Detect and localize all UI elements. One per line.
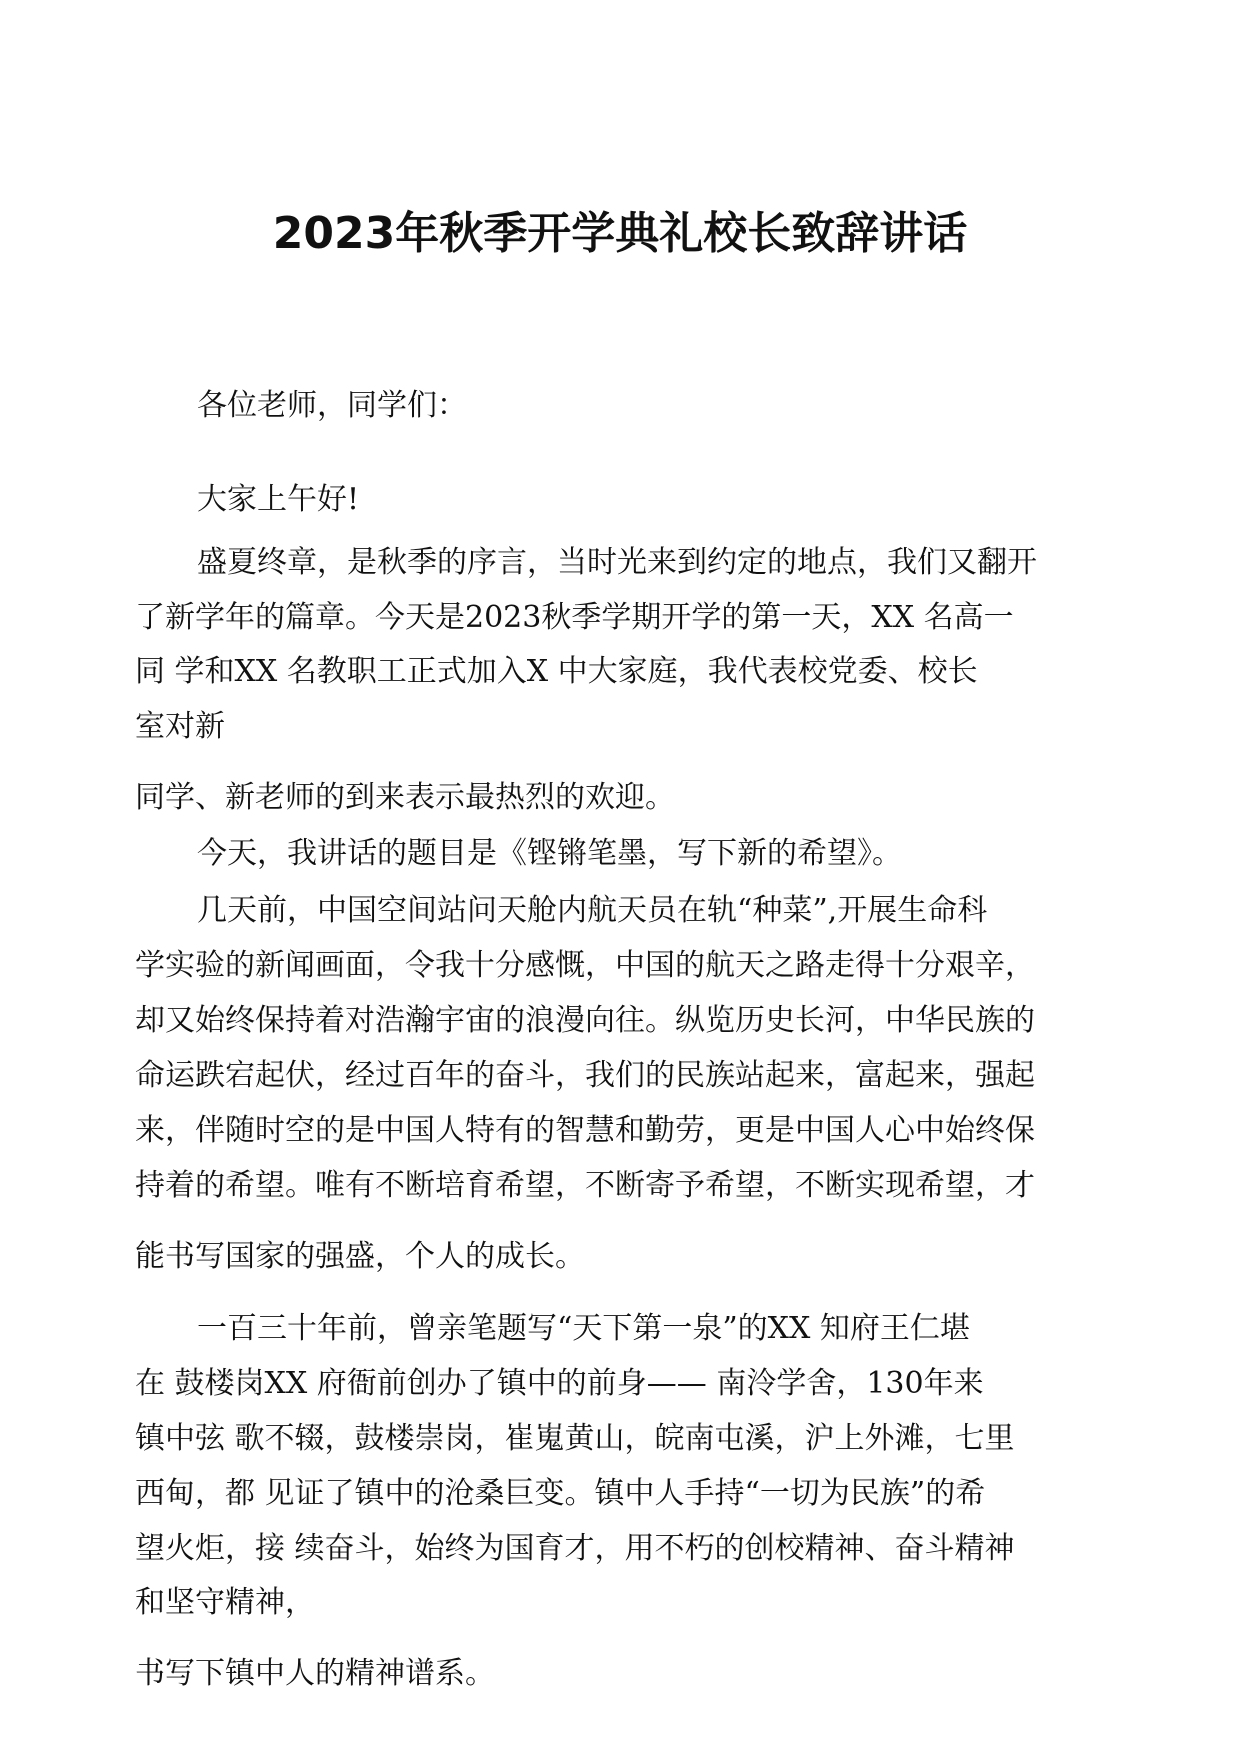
text-line: 几天前，中国空间站问天舱内航天员在轨“种菜”,开展生命科 bbox=[197, 893, 988, 928]
text-line: 学实验的新闻画面，令我十分感慨，中国的航天之路走得十分艰辛， bbox=[135, 948, 1035, 983]
text-line: 各位老师，同学们： bbox=[197, 388, 467, 423]
text-line: 持着的希望。唯有不断培育希望，不断寄予希望，不断实现希望，才 bbox=[135, 1168, 1035, 1203]
document-title: 2023年秋季开学典礼校长致辞讲话 bbox=[272, 208, 968, 259]
text-line: 盛夏终章，是秋季的序言，当时光来到约定的地点，我们又翻开 bbox=[197, 545, 1037, 580]
text-line: 今天，我讲话的题目是《铿锵笔墨，写下新的希望》。 bbox=[197, 836, 902, 871]
text-line: 命运跌宕起伏，经过百年的奋斗，我们的民族站起来，富起来，强起 bbox=[135, 1058, 1035, 1093]
text-line: 能书写国家的强盛，个人的成长。 bbox=[135, 1239, 585, 1274]
text-line: 大家上午好! bbox=[197, 482, 360, 517]
text-line: 却又始终保持着对浩瀚宇宙的浪漫向往。纵览历史长河，中华民族的 bbox=[135, 1003, 1035, 1038]
text-line: 同学、新老师的到来表示最热烈的欢迎。 bbox=[135, 780, 675, 815]
text-line: 西甸，都 见证了镇中的沧桑巨变。镇中人手持“一切为民族”的希 bbox=[135, 1476, 986, 1511]
text-line: 望火炬，接 续奋斗，始终为国育才，用不朽的创校精神、奋斗精神 bbox=[135, 1531, 1015, 1566]
text-line: 和坚守精神， bbox=[135, 1585, 315, 1620]
text-line: 了新学年的篇章。今天是2023秋季学期开学的第一天，XX 名高一 bbox=[135, 600, 1014, 635]
text-line: 书写下镇中人的精神谱系。 bbox=[135, 1656, 495, 1691]
text-line: 在 鼓楼岗XX 府衙前创办了镇中的前身—— 南泠学舍，130年来 bbox=[135, 1366, 984, 1401]
text-line: 一百三十年前，曾亲笔题写“天下第一泉”的XX 知府王仁堪 bbox=[197, 1311, 970, 1346]
text-line: 来，伴随时空的是中国人特有的智慧和勤劳，更是中国人心中始终保 bbox=[135, 1113, 1035, 1148]
text-line: 同 学和XX 名教职工正式加入X 中大家庭，我代表校党委、校长 bbox=[135, 654, 978, 689]
text-line: 镇中弦 歌不辍，鼓楼崇岗，崔嵬黄山，皖南屯溪，沪上外滩，七里 bbox=[135, 1421, 1015, 1456]
text-line: 室对新 bbox=[135, 709, 225, 744]
